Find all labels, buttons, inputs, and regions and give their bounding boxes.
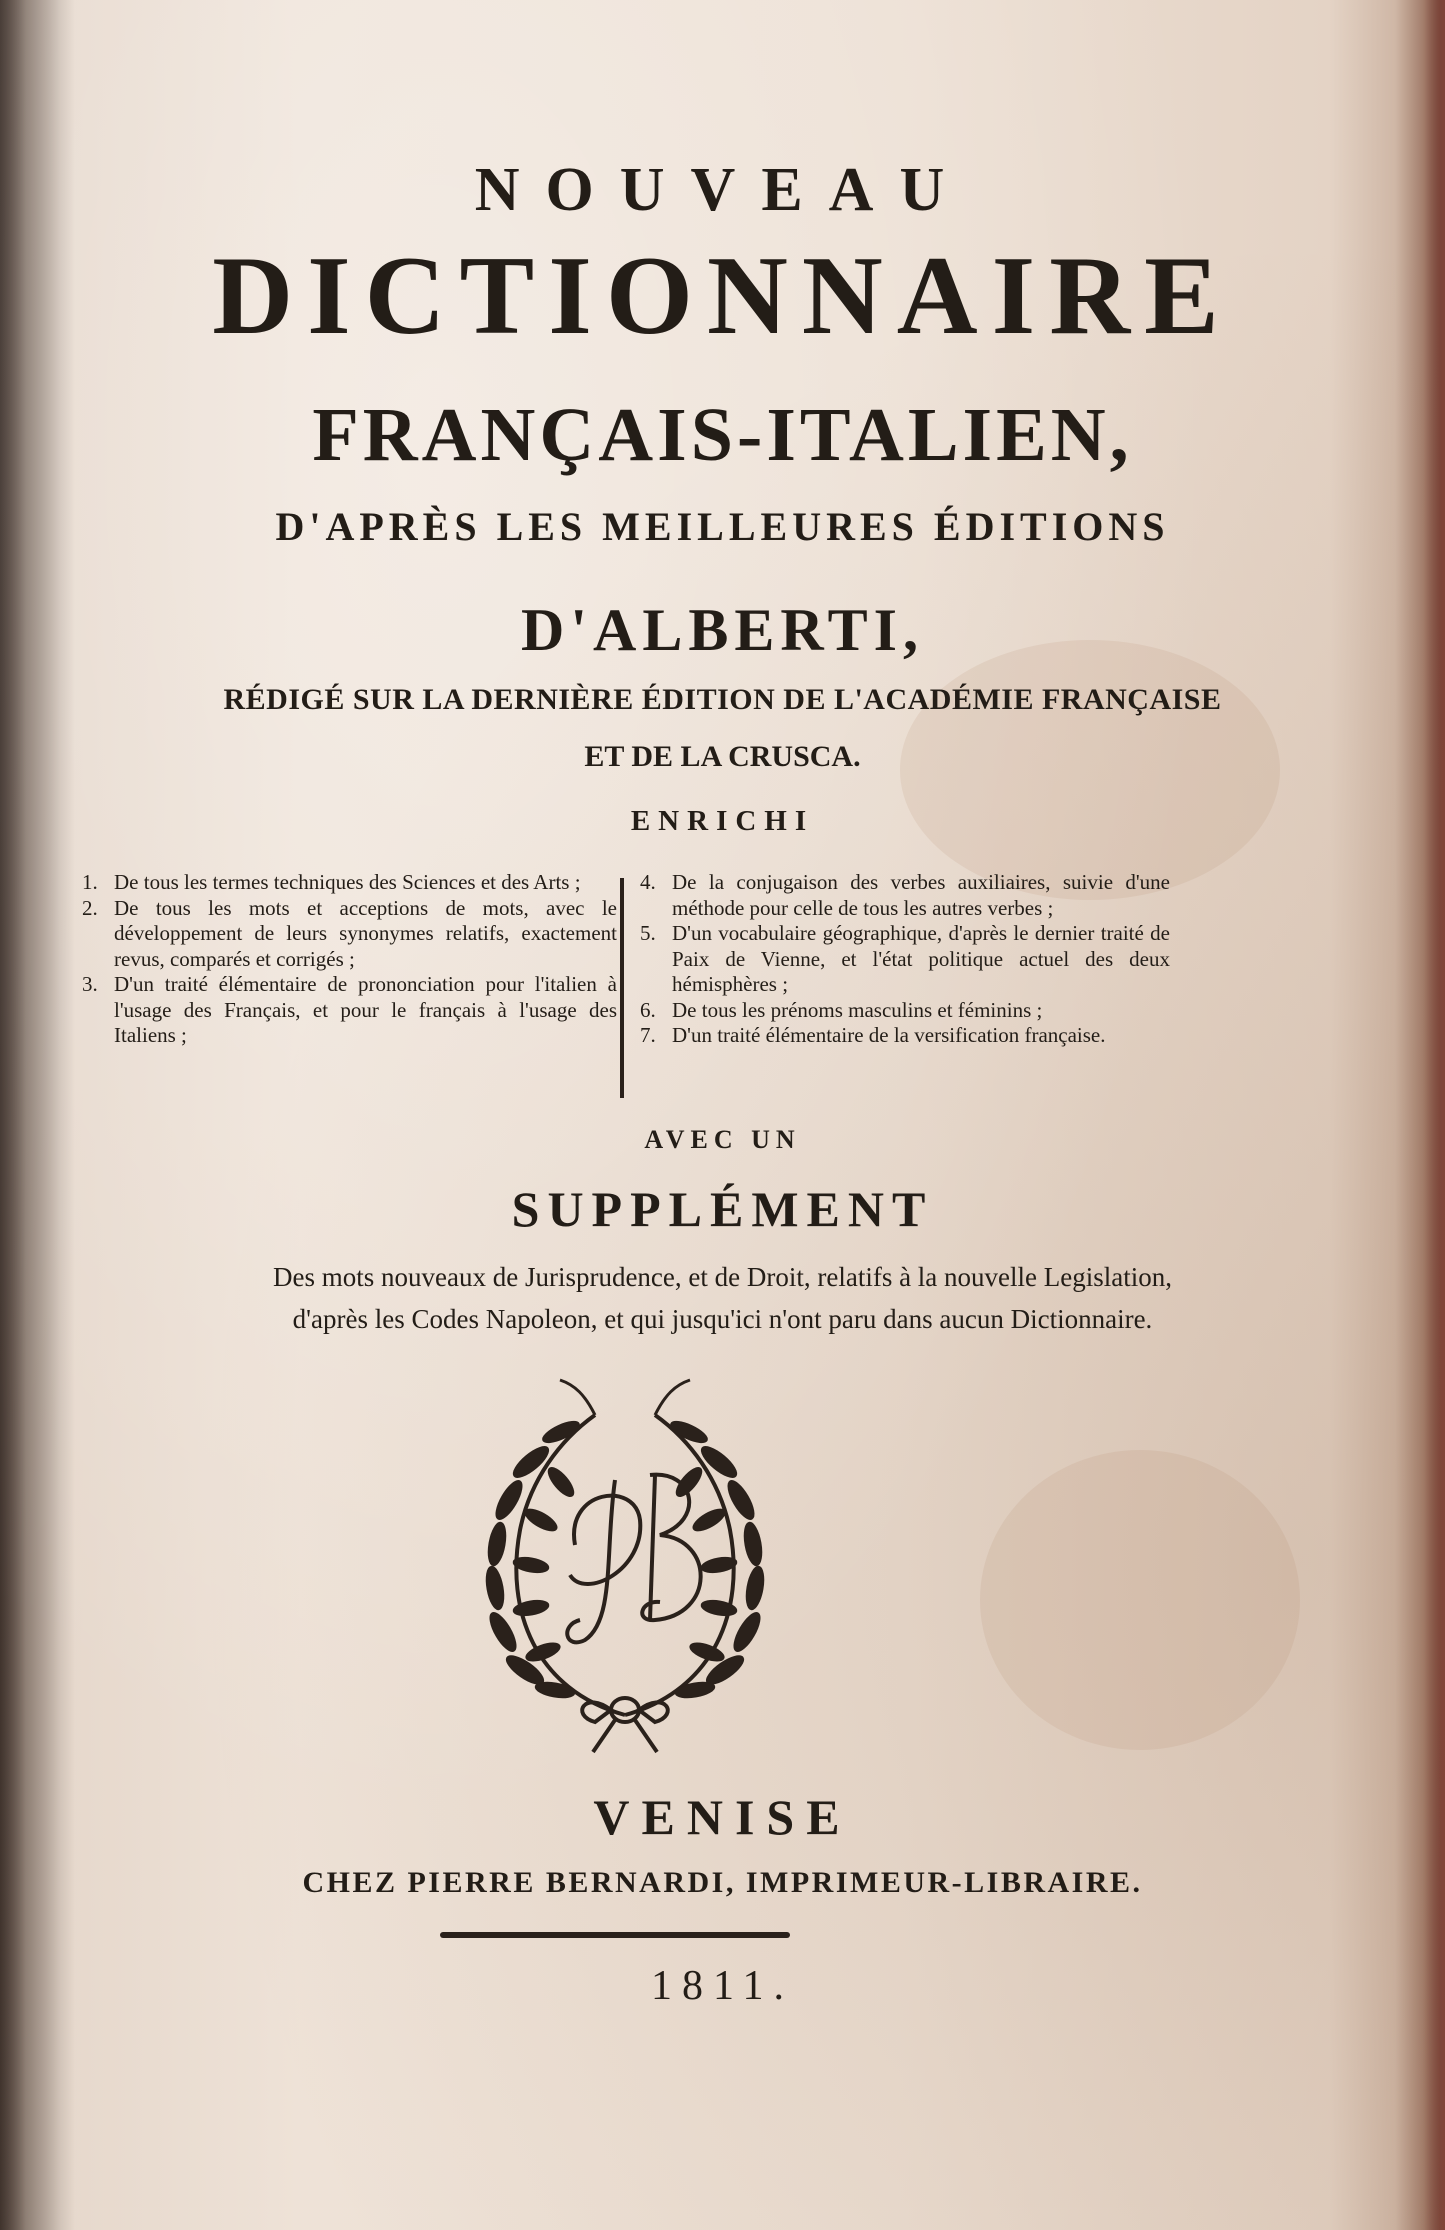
contents-list-right [640,870,1170,1049]
item-text: D'un traité élémentaire de prononciation pour l'italien à l'usage des Français, et pour le français à l'usage des Italiens ; [114,972,617,1047]
title-francais-italien: FRANÇAIS-ITALIEN, [312,393,1133,477]
heading-avec-un: AVEC UN [644,1125,801,1154]
heading-enrichi: ENRICHI [630,805,815,837]
subtitle-d-apres: D'APRÈS LES MEILLEURES ÉDITIONS [275,504,1170,549]
imprint-rule [440,1932,790,1938]
list-item [640,1023,1170,1049]
item-number: 1. [82,870,98,894]
title-nouveau: NOUVEAU [474,156,971,224]
subtitle-alberti: D'ALBERTI, [521,597,924,663]
list-item [640,870,1170,921]
title-dictionnaire: DICTIONNAIRE [212,234,1233,358]
contents-list-left [82,870,617,1049]
item-text: De la conjugaison des verbes auxiliaires, suivie d'une méthode pour celle de tous les autres verbes ; [672,870,1170,920]
item-text: D'un vocabulaire géographique, d'après le dernier traité de Paix de Vienne, et l'état politique actuel des deux hémisphères ; [672,921,1170,996]
subtitle-crusca: ET DE LA CRUSCA. [584,740,861,773]
list-item [640,998,1170,1024]
item-text: De tous les termes techniques des Sciences et des Arts ; [114,870,581,894]
subtitle-redige: RÉDIGÉ SUR LA DERNIÈRE ÉDITION DE L'ACADÉMIE FRANÇAISE [223,683,1222,716]
imprint-publisher: CHEZ PIERRE BERNARDI, IMPRIMEUR-LIBRAIRE. [302,1866,1143,1899]
item-number: 3. [82,972,98,996]
heading-supplement: SUPPLÉMENT [511,1181,934,1237]
paper-stain [980,1450,1300,1750]
list-item [640,921,1170,998]
list-item [82,870,617,896]
imprint-city: VENISE [593,1789,852,1845]
supplement-line-2: d'après les Codes Napoleon, et qui jusqu'ici n'ont paru dans aucun Dictionnaire. [292,1304,1153,1334]
column-divider [620,878,624,1098]
item-number: 5. [640,921,656,945]
item-text: De tous les mots et acceptions de mots, avec le développement de leurs synonymes relatifs, exactement revus, comparés et corrigés ; [114,895,617,971]
list-item [82,972,617,1049]
item-text: De tous les prénoms masculins et féminins ; [672,997,1043,1022]
item-number: 6. [640,997,656,1022]
item-number: 7. [640,1023,656,1047]
laurel-wreath-monogram [465,1370,785,1760]
item-number: 2. [82,895,98,920]
list-item [82,896,617,973]
supplement-line-1: Des mots nouveaux de Jurisprudence, et de Droit, relatifs à la nouvelle Legislation, [273,1262,1172,1292]
imprint-year: 1811. [651,1963,794,2009]
item-number: 4. [640,870,656,894]
item-text: D'un traité élémentaire de la versification française. [672,1023,1106,1047]
